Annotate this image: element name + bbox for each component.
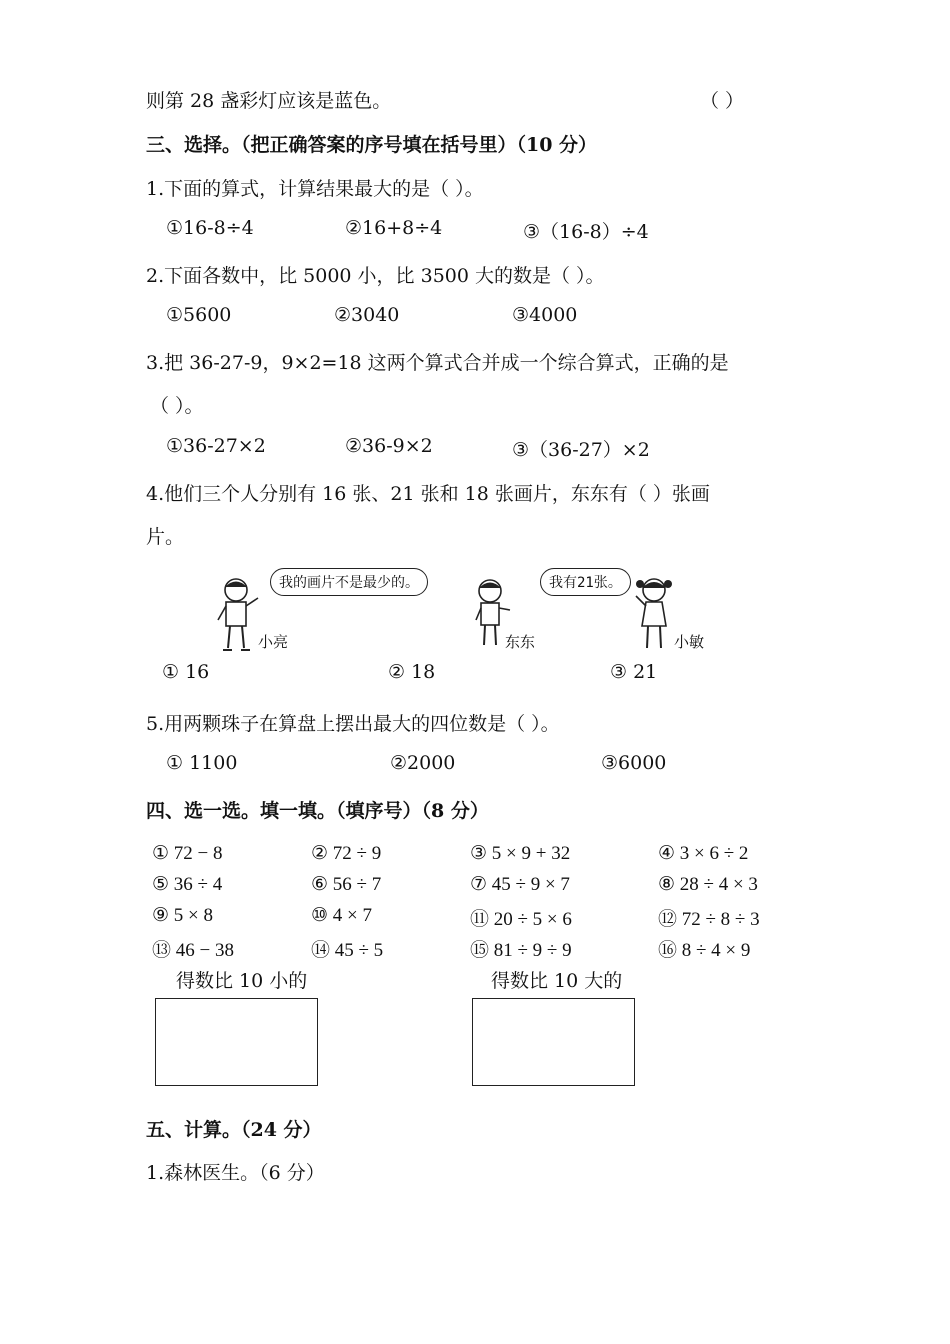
expr-15: ⑮ 81 ÷ 9 ÷ 9	[470, 940, 572, 961]
q2-option-3: ③4000	[512, 304, 578, 326]
expr-7: ⑦ 45 ÷ 9 × 7	[470, 874, 570, 895]
expr-9: ⑨ 5 × 8	[152, 905, 213, 926]
box-more-label: 得数比 10 大的	[491, 970, 623, 992]
q5-option-1: ① 1100	[166, 752, 238, 774]
section3-title: 三、选择。（把正确答案的序号填在括号里）（10 分）	[146, 134, 598, 156]
q5-option-2: ②2000	[390, 752, 456, 774]
q4-option-3: ③ 21	[610, 661, 658, 683]
expr-12: ⑫ 72 ÷ 8 ÷ 3	[658, 909, 760, 930]
kid-xiaomin-figure	[632, 576, 678, 658]
prev-question-line: 则第 28 盏彩灯应该是蓝色。	[146, 90, 392, 112]
q4-text-cont: 片。	[146, 526, 185, 548]
q5-option-3: ③6000	[601, 752, 667, 774]
q2-option-2: ②3040	[334, 304, 400, 326]
section4-title: 四、选一选。填一填。（填序号）（8 分）	[146, 800, 489, 822]
expr-5: ⑤ 36 ÷ 4	[152, 874, 223, 895]
q3-option-1: ①36-27×2	[166, 435, 266, 457]
q1-option-3: ③（16-8）÷4	[523, 221, 649, 243]
q3-option-2: ②36-9×2	[345, 435, 433, 457]
q5-text: 5.用两颗珠子在算盘上摆出最大的四位数是（ ）。	[146, 713, 560, 735]
answer-paren: （ ）	[700, 90, 745, 112]
speech-bubble-xiaoliang: 我的画片不是最少的。	[270, 568, 428, 596]
q3-option-3: ③（36-27）×2	[512, 439, 650, 461]
section5-q1: 1.森林医生。（6 分）	[146, 1162, 325, 1184]
q4-option-1: ① 16	[162, 661, 210, 683]
q4-text: 4.他们三个人分别有 16 张、21 张和 18 张画片，东东有（ ）张画	[146, 483, 710, 505]
expr-3: ③ 5 × 9 + 32	[470, 843, 571, 864]
section5-title: 五、计算。（24 分）	[146, 1119, 322, 1141]
q3-text-cont: （ ）。	[150, 395, 204, 417]
q3-text: 3.把 36-27-9，9×2=18 这两个算式合并成一个综合算式，正确的是	[146, 352, 729, 374]
answer-box-less-than-10[interactable]	[155, 998, 318, 1086]
name-dongdong: 东东	[505, 633, 536, 651]
name-xiaomin: 小敏	[674, 633, 705, 651]
q1-option-1: ①16-8÷4	[166, 217, 254, 239]
expr-16: ⑯ 8 ÷ 4 × 9	[658, 940, 751, 961]
name-xiaoliang: 小亮	[258, 633, 289, 651]
expr-13: ⑬ 46 − 38	[152, 940, 234, 961]
expr-6: ⑥ 56 ÷ 7	[311, 874, 382, 895]
answer-box-greater-than-10[interactable]	[472, 998, 635, 1086]
q2-text: 2.下面各数中，比 5000 小，比 3500 大的数是（ ）。	[146, 265, 605, 287]
kid-xiaoliang-figure	[214, 576, 264, 658]
speech-bubble-xiaomin: 我有21张。	[540, 568, 631, 596]
expr-4: ④ 3 × 6 ÷ 2	[658, 843, 749, 864]
expr-2: ② 72 ÷ 9	[311, 843, 382, 864]
box-less-label: 得数比 10 小的	[176, 970, 308, 992]
q2-option-1: ①5600	[166, 304, 232, 326]
expr-14: ⑭ 45 ÷ 5	[311, 940, 384, 961]
expr-10: ⑩ 4 × 7	[311, 905, 372, 926]
q4-option-2: ② 18	[388, 661, 436, 683]
expr-1: ① 72 − 8	[152, 843, 223, 864]
q1-text: 1.下面的算式，计算结果最大的是（ ）。	[146, 178, 484, 200]
expr-8: ⑧ 28 ÷ 4 × 3	[658, 874, 758, 895]
q1-option-2: ②16+8÷4	[345, 217, 443, 239]
expr-11: ⑪ 20 ÷ 5 × 6	[470, 909, 572, 930]
